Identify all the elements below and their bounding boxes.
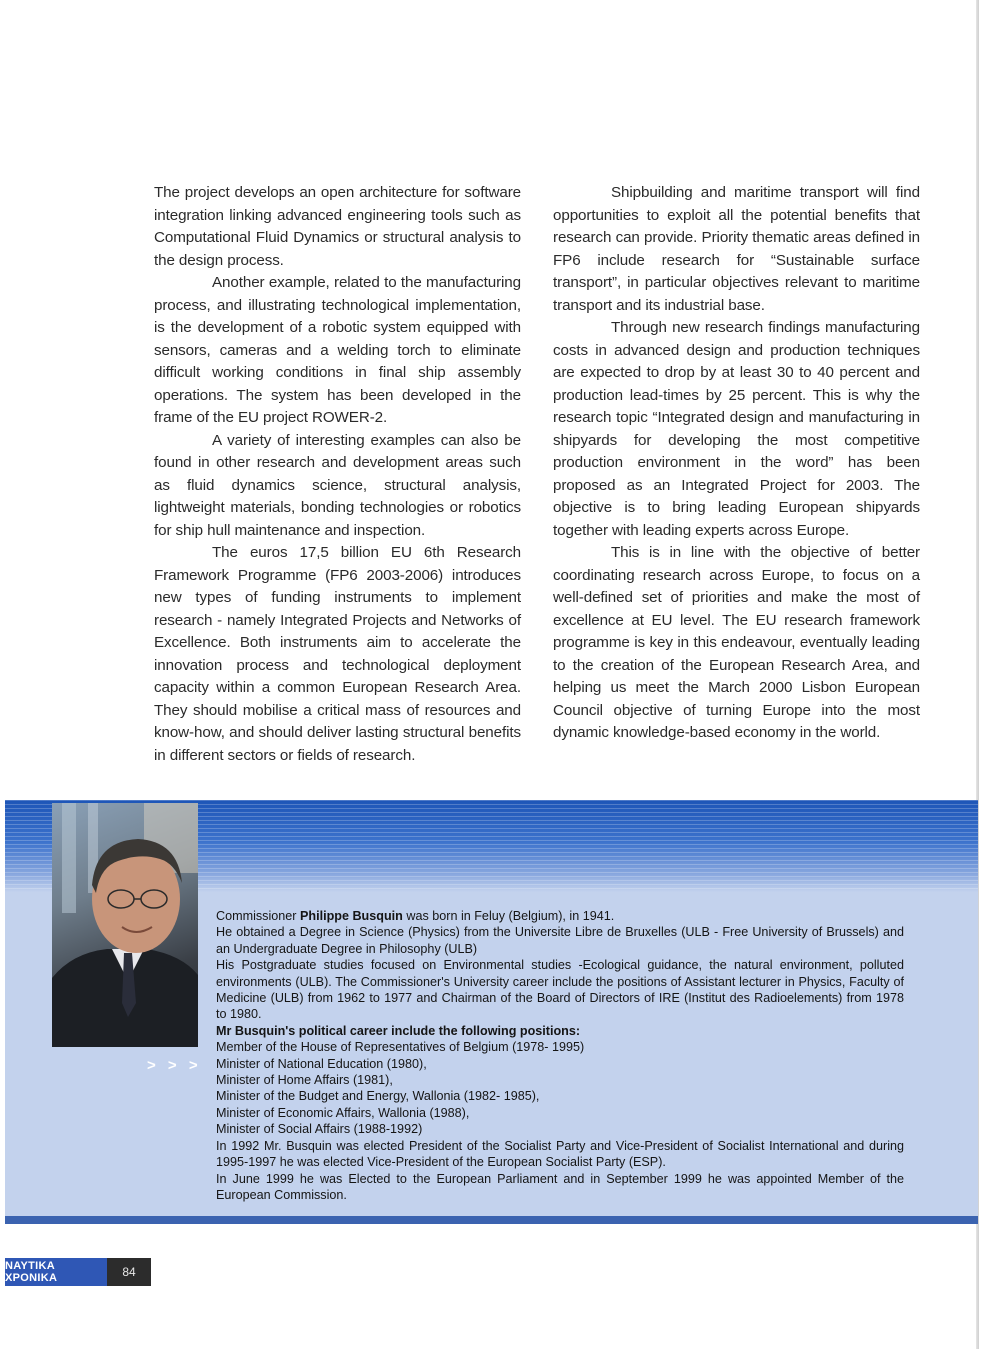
bio-line: He obtained a Degree in Science (Physics) from the Universite Libre de Bruxelles (ULB - Free University of Brussels) and an Undergraduate Degree in Philosophy (ULB) [216, 925, 904, 956]
article-paragraph: Shipbuilding and maritime transport will find opportunities to exploit all the potential benefits that research can provide. Priority thematic areas defined in FP6 include research for “Sustainable surface transport”, in particular objectives relevant to maritime transport and its industrial base. [553, 184, 920, 314]
career-position: Minister of Home Affairs (1981), [216, 1073, 393, 1088]
article-paragraph: This is in line with the objective of better coordinating research across Europe, to focus on a well-defined set of priorities and make the most of excellence at EU level. The EU research framework programme is key in this endeavour, eventually leading to the creation of the European Research Area, and helping us meet the March 2000 Lisbon European Council objective of turning Europe into the most dynamic knowledge-based economy in the world. [553, 544, 920, 741]
career-heading: Mr Busquin's political career include the following positions: [216, 1023, 581, 1038]
article-body [154, 182, 920, 767]
career-position: Minister of the Budget and Energy, Wallonia (1982- 1985), [216, 1089, 540, 1104]
page-number: 84 [107, 1258, 151, 1286]
career-position: Minister of Economic Affairs, Wallonia (1988), [216, 1105, 470, 1120]
career-position: Member of the House of Representatives of Belgium (1978- 1995) [216, 1040, 585, 1055]
bio-closing: In June 1999 he was Elected to the European Parliament and in September 1999 he was appointed Member of the European Commission. [216, 1171, 904, 1202]
career-position: Minister of National Education (1980), [216, 1056, 427, 1071]
arrows-marker: > > > [147, 1057, 202, 1074]
bio-intro-suffix: was born in Feluy (Belgium), in 1941. [402, 909, 615, 923]
bio-name: Philippe Busquin [299, 909, 403, 923]
article-paragraph: The euros 17,5 billion EU 6th Research Framework Programme (FP6 2003-2006) introduces new types of funding instruments to implement research - namely Integrated Projects and Networks of Excellence. Both instruments aim to accelerate the innovation process and technological deployment capacity within a common European Research Area. They should mobilise a critical mass of resources and know-how, and should deliver lasting structural benefits in different sectors or fields of research. [154, 544, 521, 764]
bio-intro [216, 908, 904, 924]
career-position: Minister of Social Affairs (1988-1992) [216, 1122, 423, 1137]
bio-line: His Postgraduate studies focused on Environmental studies -Ecological guidance, the natural environment, polluted environments (ULB). The Commissioner's University career include the positions of Assistant lecturer in Physics, Faculty of Medicine (ULB) from 1962 to 1977 and Chairman of the Board of Directors of IRE (Institut des Radioelements) from 1978 to 1980. [216, 958, 904, 1022]
portrait-illustration [52, 803, 198, 1047]
magazine-name: ΝΑΥΤΙΚΑ ΧΡΟΝΙΚΑ [5, 1258, 107, 1286]
article-paragraph: The project develops an open architecture for software integration linking advanced engineering tools such as Computational Fluid Dynamics or structural analysis to the design process. [154, 184, 521, 269]
article-left-column [154, 182, 521, 767]
article-paragraph: Through new research findings manufacturing costs in advanced design and production techniques are expected to drop by at least 30 to 40 percent and production lead-times by 25 percent. This is why the research topic “Integrated design and manufacturing in shipyards for developing the most competitive production environment in the word” has been proposed as an Integrated Project for 2003. The objective is to bring leading European shipyards together with leading experts across Europe. [553, 319, 920, 539]
bio-text [216, 908, 904, 1203]
portrait-photo [52, 803, 198, 1047]
bio-intro-prefix: Commissioner [216, 909, 300, 923]
bio-closing: In 1992 Mr. Busquin was elected President of the Socialist Party and Vice-President of Socialist International and during 1995-1997 he was elected Vice-President of the European Socialist Party (ESP). [216, 1138, 904, 1170]
bio-bottom-rule [5, 1216, 978, 1224]
article-paragraph: A variety of interesting examples can also be found in other research and development areas such as fluid dynamics science, structural analysis, lightweight materials, bonding technologies or robotics for ship hull maintenance and inspection. [154, 431, 521, 539]
article-right-column [553, 182, 920, 767]
article-paragraph: Another example, related to the manufacturing process, and illustrating technological implementation, is the development of a robotic system equipped with sensors, cameras and a welding torch to eliminate difficult working conditions in final ship assembly operations. The system has been developed in the frame of the EU project ROWER-2. [154, 274, 521, 426]
